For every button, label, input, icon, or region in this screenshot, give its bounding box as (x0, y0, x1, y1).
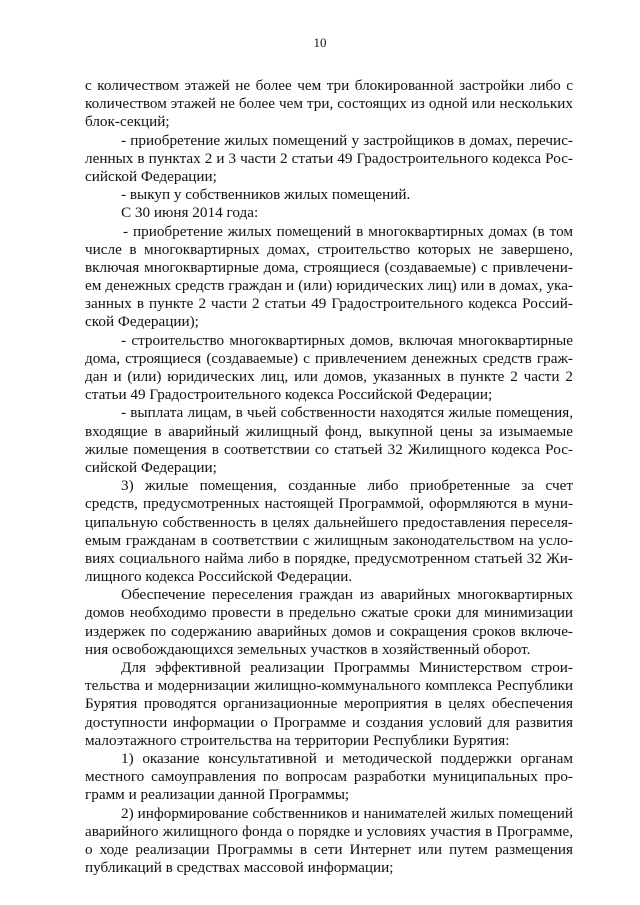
text-line: о ходе реализации Программы в сети Интернет или путем размещения (85, 840, 573, 858)
text-line: доступности информации о Программе и создания условий для развития (85, 713, 573, 731)
page-number: 10 (313, 35, 327, 50)
text-line: тельства и модернизации жилищно-коммунального комплекса Республики (85, 677, 573, 695)
text-line: емым гражданам в соответствии с жилищным законодательством на усло- (85, 531, 573, 549)
text-line: статьи 49 Градостроительного кодекса Российской Федерации; (85, 386, 493, 404)
text-line: 3) жилые помещения, созданные либо приобретенные за счет (121, 477, 573, 495)
text-line: Бурятия проводятся организационные мероприятия в целях обеспечения (85, 695, 573, 713)
text-line: ния освобождающихся земельных участков в хозяйственный оборот. (85, 640, 531, 658)
text-line: - приобретение жилых помещений у застройщиков в домах, перечис- (121, 131, 573, 149)
text-line: домов необходимо провести в предельно сжатые сроки для минимизации (85, 604, 573, 622)
text-line: ципальную собственность в целях дальнейшего предоставления переселя- (85, 513, 573, 531)
text-line: числе в многоквартирных домах, строительство которых не завершено, (85, 240, 573, 258)
text-line: аварийного жилищного фонда о порядке и условиях участия в Программе, (85, 822, 573, 840)
text-line: публикаций в средствах массовой информации; (85, 859, 394, 877)
text-line: дан и (или) юридических лиц, или домов, указанных в пункте 2 части 2 (85, 368, 573, 385)
text-line: блок-секций; (85, 113, 170, 131)
text-line: 1) оказание консультативной и методической поддержки органам (121, 749, 573, 767)
text-line: включая многоквартирные дома, строящиеся (создаваемые) с привлечени- (85, 258, 573, 276)
text-line: местного самоуправления по вопросам разработки муниципальных про- (85, 768, 573, 786)
text-line: грамм и реализации данной Программы; (85, 786, 350, 804)
text-line: входящие в аварийный жилищный фонд, выкупной цены за изымаемые (85, 422, 573, 440)
text-line: с количеством этажей не более чем три блокированной застройки либо с (85, 77, 573, 94)
text-line: занных в пункте 2 части 2 статьи 49 Градостроительного кодекса Россий- (85, 295, 573, 313)
text-line: 2) информирование собственников и нанимателей жилых помещений (121, 804, 573, 822)
text-line: виях социального найма либо в порядке, предусмотренном статьей 32 Жи- (85, 549, 573, 567)
text-line: ской Федерации); (85, 313, 199, 331)
text-line: количеством этажей не более чем три, состоящих из одной или нескольких (85, 95, 573, 113)
text-line: Для эффективной реализации Программы Министерством строи- (121, 659, 573, 676)
body-text (85, 77, 573, 877)
text-line: - строительство многоквартирных домов, включая многоквартирные (121, 331, 573, 349)
text-line: издержек по содержанию аварийных домов и сокращения сроков включе- (85, 622, 573, 640)
text-line: - выкуп у собственников жилых помещений. (121, 186, 411, 204)
text-line: Обеспечение переселения граждан из аварийных многоквартирных (121, 586, 573, 604)
text-line: жилые помещения в соответствии со статьей 32 Жилищного кодекса Рос- (85, 440, 573, 458)
text-line: средств, предусмотренных настоящей Программой, оформляются в муни- (85, 495, 573, 513)
text-line: малоэтажного строительства на территории Республики Бурятия: (85, 731, 510, 749)
text-line: - выплата лицам, в чьей собственности находятся жилые помещения, (121, 404, 573, 422)
text-line: сийской Федерации; (85, 167, 217, 185)
text-line: сийской Федерации; (85, 458, 217, 476)
text-line: лищного кодекса Российской Федерации. (85, 568, 353, 586)
text-line: дома, строящиеся (создаваемые) с привлечением денежных средств граж- (85, 349, 573, 367)
text-line: - приобретение жилых помещений в многоквартирных домах (в том (123, 222, 573, 240)
text-line: ем денежных средств граждан и (или) юридических лиц) или в домах, ука- (85, 277, 573, 295)
text-line: С 30 июня 2014 года: (121, 204, 259, 222)
text-line: ленных в пунктах 2 и 3 части 2 статьи 49 Градостроительного кодекса Рос- (85, 149, 573, 167)
